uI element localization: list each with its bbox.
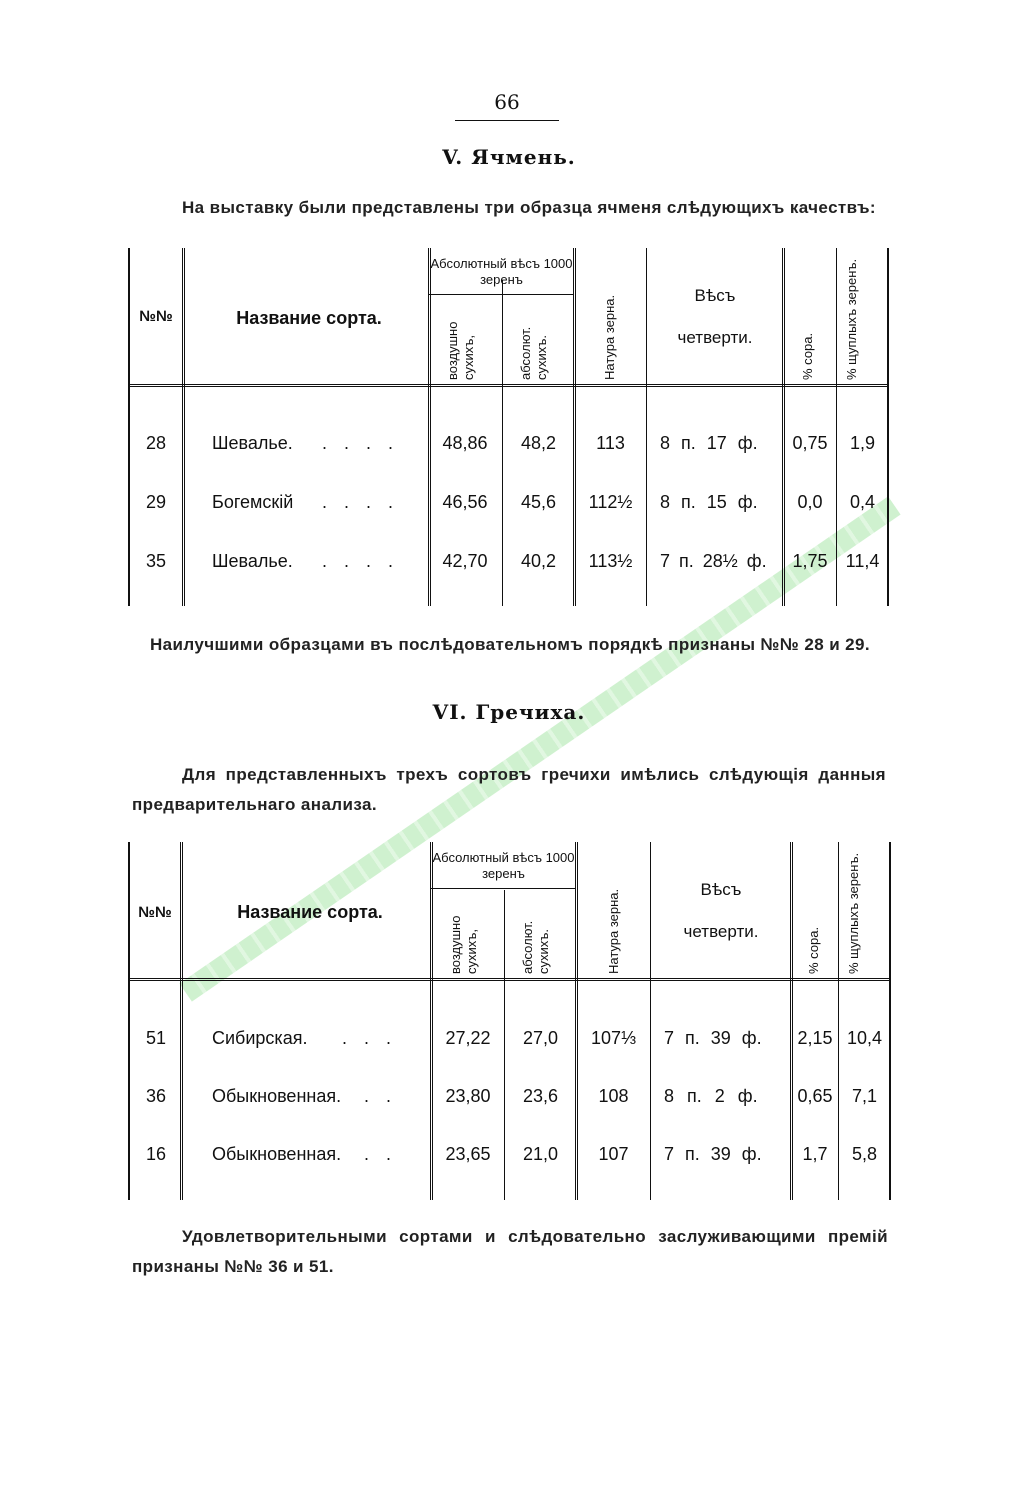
header-weight-line1: Вѣсъ — [700, 880, 742, 899]
row-no: 28 — [146, 433, 167, 453]
row-name: Шевалье. — [212, 433, 293, 453]
row-shriveled: 1,9 — [849, 433, 876, 453]
row-natura: 107⅓ — [590, 1028, 637, 1048]
row-shriveled: 7,1 — [851, 1086, 878, 1106]
header-name: Название сорта. — [237, 902, 383, 922]
row-dots: . . . — [342, 1028, 398, 1048]
row-dots: . . . . — [322, 492, 400, 512]
header-air-dry: воздушно сухихъ, — [445, 321, 476, 380]
header-weight-line1: Вѣсъ — [694, 286, 736, 305]
header-abs-dry: абсолют. сухихъ. — [518, 326, 549, 380]
row-shriveled: 0,4 — [849, 492, 876, 512]
row-weight: 8 п. 2 ф. — [664, 1086, 758, 1106]
row-weight: 8 п. 17 ф. — [660, 433, 758, 453]
row-no: 36 — [146, 1086, 167, 1106]
row-weight: 8 п. 15 ф. — [660, 492, 758, 512]
row-abs: 21,0 — [522, 1144, 559, 1164]
header-name: Название сорта. — [236, 308, 382, 328]
row-weight: 7 п. 28½ ф. — [660, 551, 767, 571]
row-name: Обыкновенная. — [212, 1144, 342, 1164]
header-weeds: % сора. — [806, 926, 821, 974]
page-number: 66 — [455, 90, 559, 121]
header-no: №№ — [139, 308, 173, 325]
header-shriveled: % щуплыхъ зеренъ. — [846, 852, 861, 974]
section-intro-barley: На выставку были представлены три образца ячменя слѣдующихъ качествъ: — [182, 198, 876, 217]
section-title-barley: V. Ячмень. — [442, 145, 576, 169]
row-name: Сибирская. — [212, 1028, 308, 1048]
row-abs: 48,2 — [520, 433, 557, 453]
barley-table — [128, 248, 889, 606]
row-natura: 107 — [598, 1144, 629, 1164]
row-natura: 108 — [598, 1086, 629, 1106]
section-title-buckwheat: VI. Гречиха. — [432, 700, 586, 724]
row-weeds: 1,75 — [792, 551, 828, 571]
header-weight-line2: четверти. — [677, 328, 753, 347]
row-abs: 40,2 — [520, 551, 557, 571]
header-shriveled: % щуплыхъ зеренъ. — [844, 258, 859, 380]
row-name: Богемскій — [212, 492, 294, 512]
row-shriveled: 5,8 — [851, 1144, 878, 1164]
header-weeds: % сора. — [800, 332, 815, 380]
row-natura: 112½ — [588, 492, 633, 512]
row-air: 23,65 — [445, 1144, 491, 1164]
row-dots: . . . . — [322, 433, 400, 453]
header-natura: Натура зерна. — [606, 888, 621, 974]
row-natura: 113½ — [588, 551, 633, 571]
header-no: №№ — [138, 904, 172, 921]
header-air-dry: воздушно сухихъ, — [448, 915, 479, 974]
section-intro-buckwheat: Для представленныхъ трехъ сортовъ гречихи имѣлись слѣдующія данныя предварительнаго анализа. — [132, 765, 886, 814]
row-air: 42,70 — [442, 551, 488, 571]
row-name: Обыкновенная. — [212, 1086, 342, 1106]
row-abs: 23,6 — [522, 1086, 559, 1106]
row-natura: 113 — [596, 433, 625, 453]
row-weeds: 0,75 — [792, 433, 828, 453]
row-name: Шевалье. — [212, 551, 293, 571]
row-weeds: 0,0 — [797, 492, 823, 512]
row-abs: 27,0 — [522, 1028, 559, 1048]
row-weeds: 2,15 — [797, 1028, 833, 1048]
row-weeds: 1,7 — [802, 1144, 828, 1164]
buckwheat-table — [128, 842, 891, 1200]
row-no: 16 — [146, 1144, 167, 1164]
row-shriveled: 11,4 — [845, 551, 880, 571]
row-shriveled: 10,4 — [846, 1028, 883, 1048]
row-abs: 45,6 — [520, 492, 557, 512]
row-no: 51 — [146, 1028, 167, 1048]
row-weight: 7 п. 39 ф. — [664, 1028, 762, 1048]
header-abs-weight: Абсолютный вѣсъ 1000 зеренъ — [430, 256, 573, 287]
row-air: 23,80 — [445, 1086, 491, 1106]
header-natura: Натура зерна. — [602, 294, 617, 380]
header-abs-dry: абсолют. сухихъ. — [520, 920, 551, 974]
row-air: 48,86 — [442, 433, 488, 453]
row-weight: 7 п. 39 ф. — [664, 1144, 762, 1164]
row-no: 35 — [146, 551, 167, 571]
header-weight-line2: четверти. — [683, 922, 759, 941]
row-dots: . . . . — [322, 551, 400, 571]
row-air: 27,22 — [445, 1028, 491, 1048]
section-conclusion-barley: Наилучшими образцами въ послѣдовательномъ порядкѣ признаны №№ 28 и 29. — [150, 635, 871, 654]
row-dots: . . — [364, 1086, 398, 1106]
row-dots: . . — [364, 1144, 398, 1164]
header-abs-weight: Абсолютный вѣсъ 1000 зеренъ — [432, 850, 575, 881]
row-weeds: 0,65 — [797, 1086, 833, 1106]
row-air: 46,56 — [442, 492, 488, 512]
section-conclusion-buckwheat: Удовлетворительными сортами и слѣдовательно заслуживающими премій признаны №№ 36 и 51. — [132, 1227, 888, 1276]
row-no: 29 — [146, 492, 167, 512]
